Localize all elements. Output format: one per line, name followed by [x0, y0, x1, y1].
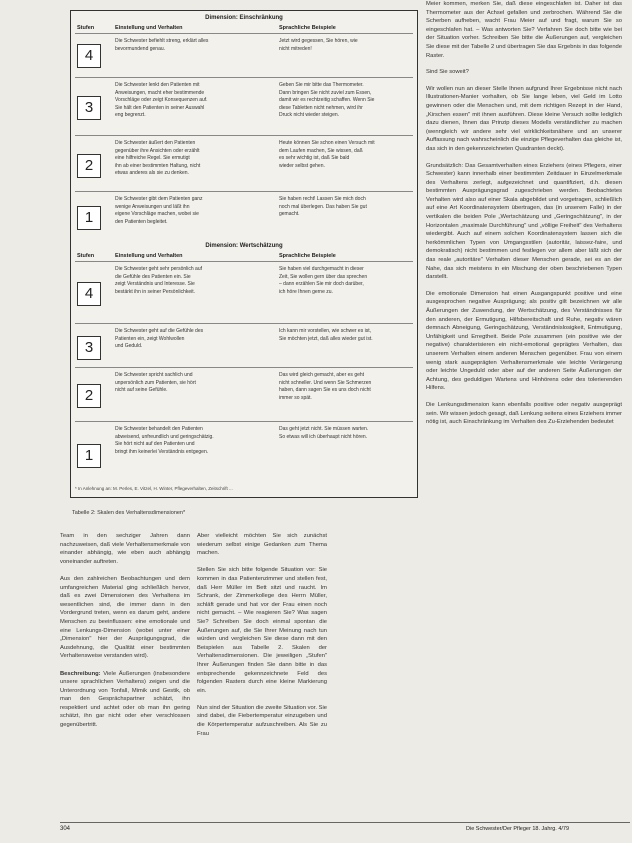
column-text: Team in den sechziger Jahren dann nachzuweisen, daß viele Verhaltensmerkmale von einander abhängig, wie eben auch abhängig voneinander auftreten. Aus den zahlreichen Beobachtungen und dem umfangreichen Material ging schließlich hervor, daß es zwei Dimensionen des Verhaltens im wesentlichen sind, die immer dann in den Vordergrund treten, wenn es darum geht, andere Menschen zu beeinflussen: eine emotionale und eine Lenkungs-Dimension (wobei unter einer „Dimension" hier der Ausprägungsgrad, die Ausdehnung, die Qualität einer bestimmten Verhaltensweise verstanden wird). — [60, 533, 190, 660]
verhalten-cell: Die Schwester spricht sachlich und unpersönlich zum Patienten, sie hört nicht auf seine Gefühle. — [115, 372, 196, 393]
beispiel-cell: Heute können Sie schon einen Versuch mit dem Laufen machen, Sie wissen, daß es sehr wichtig ist, daß Sie bald wieder selbst gehen. — [279, 140, 375, 169]
text-column-left — [60, 532, 190, 797]
stufe-number: 3 — [77, 96, 101, 120]
table-row — [75, 191, 413, 240]
col-head-beispiele: Sprachliche Beispiele — [279, 25, 336, 31]
beispiel-cell: Sie haben viel durchgemacht in dieser Zeit, Sie wollen gern über das sprechen – dann erzählen Sie mir doch darüber, ich höre Ihnen gerne zu. — [279, 266, 368, 295]
beispiel-cell: Das wird gleich gemacht, aber es geht nicht schneller. Und wenn Sie Schmerzen haben, dann sagen Sie es uns doch nicht immer so spät. — [279, 372, 372, 401]
verhalten-cell: Die Schwester gibt dem Patienten ganz wenige Anweisungen und läßt ihn eigene Vorschläge machen, wobei sie den Patienten begleitet. — [115, 196, 203, 225]
stufe-number: 2 — [77, 384, 101, 408]
beispiel-cell: Geben Sie mir bitte das Thermometer. Dann bringen Sie nicht zuviel zum Essen, damit wir es rechtzeitig schaffen. Wenn Sie diese Tabletten nicht nehmen, wird ihr Druck nicht wieder steigen. — [279, 82, 375, 118]
table-row — [75, 421, 413, 484]
paragraph: Grundsätzlich: Das Gesamtverhalten eines Erziehers (eines Pflegers, einer Schwester) kann innerhalb einer bestimmten Zeitdauer in Einzelmerkmale des Verhaltens zerlegt, aufgezeichnet und quantifiziert, d.h. diesen bestimmten Ausprägungsgrad zugeschrieben werden. Beobachtetes Verhalten wird also auf einer Skala abgebildet und vorgetragen, schließlich auf eine Art Koordinatensystem übertragen, das (in unserem Falle) in der vertikalen die beiden Pole „Wertschätzung und „Geringschätzung", in der Horizontalen „maximale Durchführung" und „völlige Freiheit" des Verhaltens wiedergibt. Auch auf einem solchen Koordinatensystem lassen sich die herkömmlichen Typen von Umgangsstilen (autoritär, laissez-faire, und demokratisch) nicht bestimmen und festlegen vor allem aber läßt sich der das reale „autoritäre" Verhalten dieser Menschen gerade, sei es an der Nahe, das sich meistens in ein Mischung der oben beschriebenen Typen darstellt. — [426, 162, 622, 281]
table-row — [75, 135, 413, 192]
table-row — [75, 33, 413, 78]
table-row — [75, 77, 413, 136]
table-row — [75, 261, 413, 324]
verhalten-cell: Die Schwester geht sehr persönlich auf die Gefühle des Patienten ein. Sie zeigt Verständnis und Interesse. Sie bestärkt ihn in seiner Persönlichkeit. — [115, 266, 202, 295]
text-column-middle: Aber vielleicht möchten Sie sich zunächst wiederum selbst einige Gedanken zum Thema machen. Stellen Sie sich bitte folgende Situation vor: Sie kommen in das Patientenzimmer und stellen fest, daß Herr Müller im Bett sitzt und raucht. Im Schrank, der Zimmerkollege des Herrn Müller, schläft gerade und hat vor der Frau einen noch nicht gemacht. – Wie reagieren Sie? Was sagen Sie? Schreiben Sie doch einmal spontan die Äußerungen auf, die Sie Ihrer Meinung nach tun würden und vergleichen Sie diese dann mit den Beispielen aus Tabelle 2. Skalen der Verhaltensdimensionen. Die jeweiligen „Stufen" Ihrer Äußerungen finden Sie dann bitte in das entsprechende gekennzeichnete Feld des folgenden Rasters durch eine kleine Markierung ein. Nun sind der Situation die zweite Situation vor. Sie sind dabei, die Fiebertemperatur einzugeben und die Körpertemperatur aufzuschreiben. Als Sie zu Frau — [197, 533, 327, 737]
paragraph: Wir wollen nun an dieser Stelle Ihnen aufgrund Ihrer Ergebnisse nicht nach Illustrationen-Manier vorhalten, ob Sie lange leben, viel Geld im Lotto gewinnen oder die Menschen und, mit dem richtigen Rezept in der Hand, „Kirschen essen" mit ihnen ausführen. Diese kleine Versuch sollte lediglich dazu dienen, Ihnen das Prinzip dieses Modells verständlicher zu machen (wenngleich wir andere sehr viel wirklichkeitsnähere und an unserer Auffassung nach wahrscheinlich die einzige Pflegeverhalten das gleiche ist, das sich in den gekennzeichneten Quadranten deckt). — [426, 85, 622, 152]
paragraph: Die emotionale Dimension hat einen Ausgangspunkt positive und eine ausgesprochen negative Ausprägung; als positiv gilt bezeichnen wir alle Äußerungen der Zuwendung, der Wertschätzung, des Verständnisses für den anderen, der Ermutigung, Hilfsbereitschaft und Ruhe, negativ wären demnach Abneigung, Geringschätzung, Verständnislosigkeit, Entmutigung, Unfähigkeit und Erregtheit. Beide Pole zusammen (ein positive wie der negative) charakterisieren ein nicht-emotional geprägtes Verhalten, das unserem Verhalten einem anderen Menschen gegenüber. Frau von einem wenig stark ausgeprägten Verhaltensmerkmale wie leichte Verärgerung oder leichte Ungeduld oder aber auf der anderen Seite Äußerungen der Achtung, des geduldigen Wartens und Hinhörens oder des tolerierenden Hilfens. — [426, 290, 622, 392]
col-head-einstellung-2: Einstellung und Verhalten — [115, 253, 183, 259]
stufe-number: 4 — [77, 44, 101, 68]
paragraph: Die Lenkungsdimension kann ebenfalls positive oder negativ ausgeprägt sein. Wir wissen jedoch gesagt, daß Lenkung seitens eines Erziehers immer nötig ist, auch Einschränkung im Verhalten des Zu-Erziehenden bedeutet — [426, 401, 622, 426]
beispiel-cell: Das geht jetzt nicht. Sie müssen warten. So etwas will ich überhaupt nicht hören. — [279, 426, 369, 440]
verhalten-cell: Die Schwester behandelt den Patienten abweisend, unfreundlich und geringschätzig. Sie hört nicht auf den Patienten und bringt ihm keinerlei Verständnis entgegen. — [115, 426, 214, 455]
dimension-wertschaetzung-title: Dimension: Wertschätzung — [205, 243, 283, 249]
verhalten-cell: Die Schwester befiehlt streng, erklärt alles bevormundend genau. — [115, 38, 209, 52]
stufe-number: 3 — [77, 336, 101, 360]
page-number: 304 — [60, 826, 71, 832]
paragraph — [426, 154, 622, 162]
text-column-right — [426, 0, 622, 808]
beispiel-cell: Ich kann mir vorstellen, wie schwer es ist, Sie möchten jetzt, daß alles wieder gut ist. — [279, 328, 373, 342]
beispiel-cell: Sie haben recht! Lassen Sie mich doch noch mal überlegen. Das haben Sie gut gemacht. — [279, 196, 367, 217]
verhalten-cell: Die Schwester geht auf die Gefühle des Patienten ein, zeigt Wohlwollen und Geduld. — [115, 328, 204, 349]
col-head-einstellung: Einstellung und Verhalten — [115, 25, 183, 31]
beispiel-cell: Jetzt wird gegessen, Sie hören, wie nicht mitreden! — [279, 38, 358, 52]
column-text-tail: Viele Äußerungen (insbesondere unsere sprachlichen Verhaltens) zeigen und die Unterordnung von Tonfall, Mimik und Gestik, ob man den Gesprächspartner schätzt, ihn respektiert und achtet oder ob man ihn gering schätzt, ihn gar nicht oder eher verschlossen gegenübertritt. — [60, 670, 190, 729]
table-row — [75, 367, 413, 422]
paragraph — [426, 60, 622, 68]
verhalten-cell: Die Schwester lenkt den Patienten mit Anweisungen, macht eher bestimmende Vorschläge oder zeigt Konsequenzen auf. Sie hält den Patienten in seiner Auswahl eng begrenzt. — [115, 82, 208, 118]
paragraph — [426, 77, 622, 85]
paragraph — [426, 393, 622, 401]
stufe-number: 1 — [77, 206, 101, 230]
paragraph — [426, 282, 622, 290]
stufe-number: 4 — [77, 282, 101, 306]
col-head-stufen-2: Stufen — [77, 253, 95, 259]
paragraph: Sind Sie soweit? — [426, 69, 469, 76]
col-head-beispiele-2: Sprachliche Beispiele — [279, 253, 336, 259]
paragraph: Meier kommen, merken Sie, daß diese eingeschlafen ist. Daher ist das Thermometer aus der Achsel gefallen und zerbrochen. Während Sie die Scherben aufheben, wacht Frau Meier auf und fragt, warum Sie so eingeschlafen hat. – Was antworten Sie? Verfahren Sie doch bitte wie bei der Situation vorher. Schreiben Sie bitte die Äußerungen auf, vergleichen Sie diese mit der Tabelle 2 und übertragen Sie das Ergebnis in das folgende Raster. — [426, 1, 622, 59]
verhalten-cell: Die Schwester äußert den Patienten gegenüber ihre Ansichten oder erzählt eine hilfreiche Regel. Sie ermutigt ihn ab einer bestimmten Haltung, nicht etwas anderes als sie zu denken. — [115, 140, 201, 176]
footer-rule — [60, 822, 630, 823]
dimension-einschraenkung-title: Dimension: Einschränkung — [205, 15, 283, 21]
dimension-table — [70, 10, 418, 498]
col-head-stufen: Stufen — [77, 25, 95, 31]
stufe-number: 2 — [77, 154, 101, 178]
table-row — [75, 323, 413, 368]
journal-footer: Die Schwester/Der Pfleger 18. Jahrg. 4/79 — [466, 826, 570, 832]
stufe-number: 1 — [77, 444, 101, 468]
subheading-beschreibung: Beschreibung: — [60, 670, 101, 677]
table-footnote: * In Anlehnung an: M. Perles, E. Vitzel, H. Winter, Pflegeverhalten, Zeitschrift ... — [75, 486, 233, 491]
table-caption: Tabelle 2: Skalen des Verhaltensdimensionen* — [72, 510, 186, 516]
